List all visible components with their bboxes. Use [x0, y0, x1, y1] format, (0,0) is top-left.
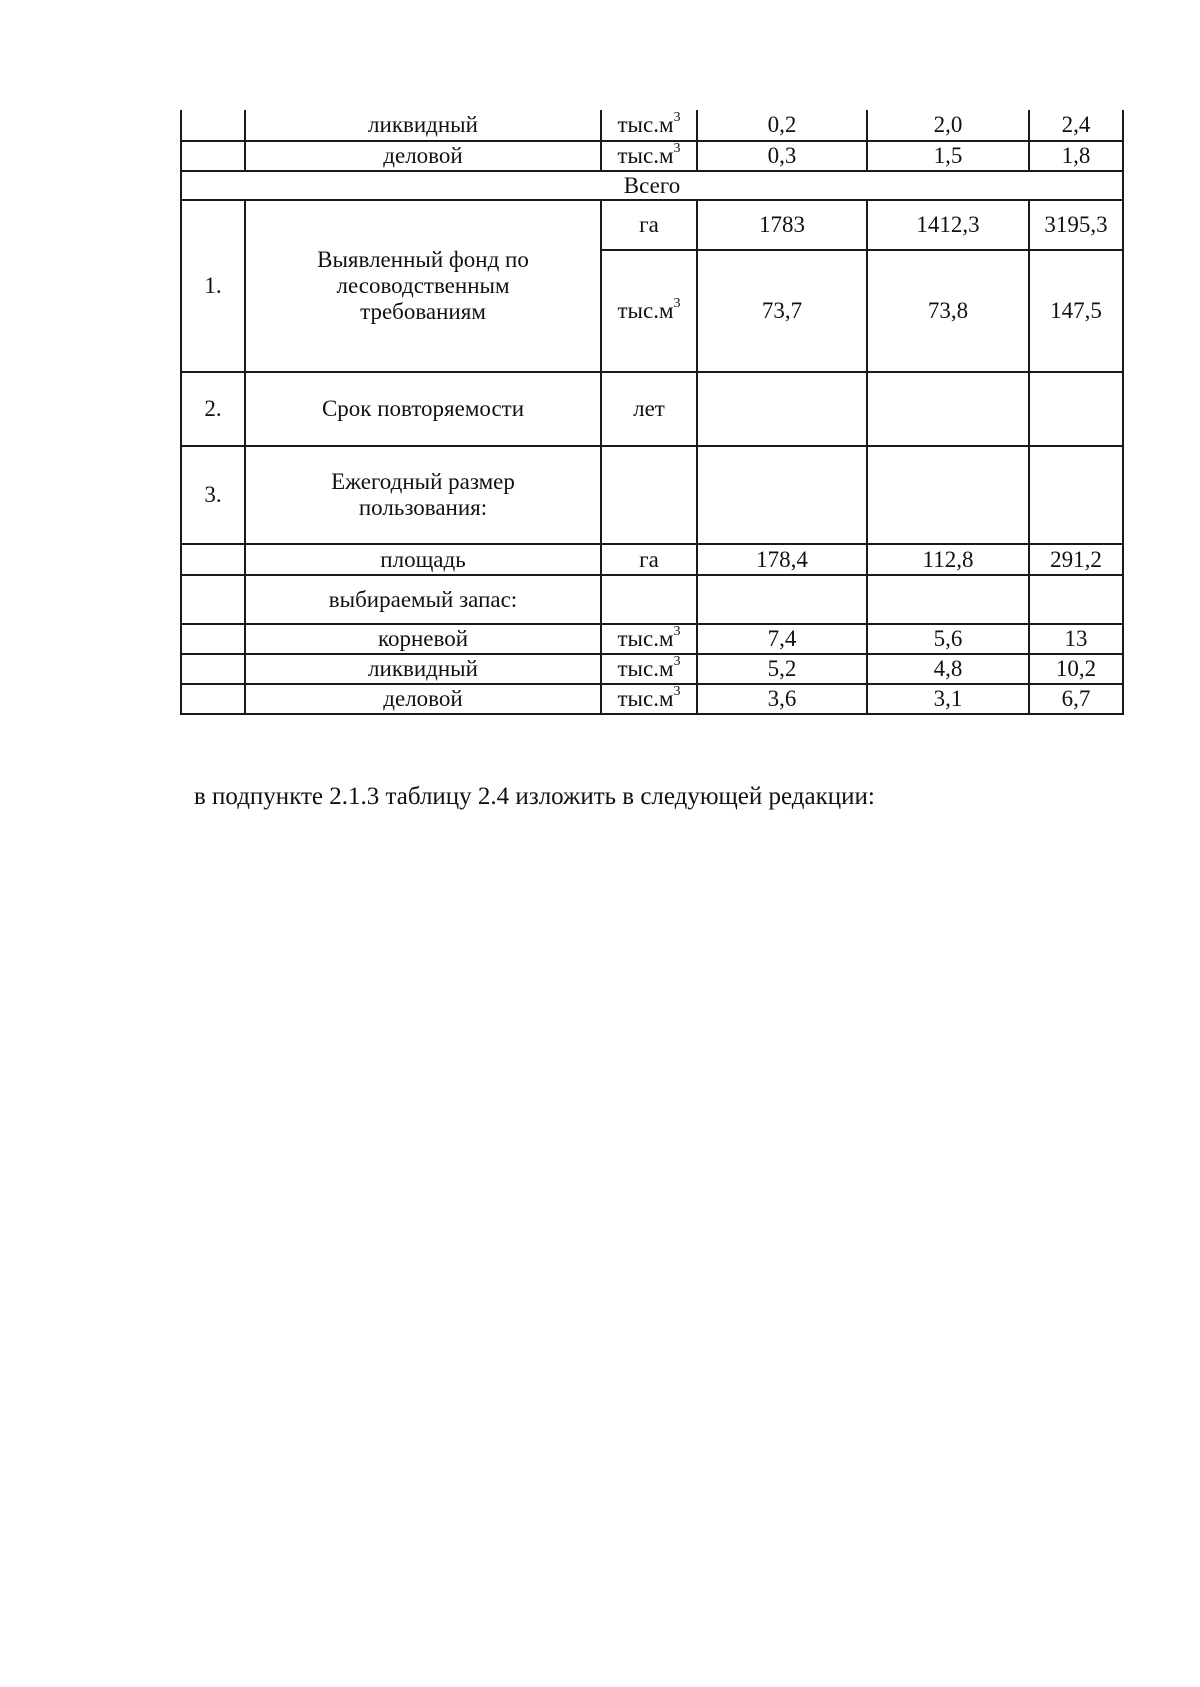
item-number: 1. — [181, 200, 245, 372]
forest-use-table — [180, 110, 1124, 715]
value-cell: 10,2 — [1029, 654, 1123, 684]
value-cell: 147,5 — [1029, 250, 1123, 372]
value-cell: 7,4 — [697, 624, 867, 654]
value-cell: 178,4 — [697, 544, 867, 575]
row-name-cell: площадь — [245, 544, 601, 575]
row-name-cell: корневой — [245, 624, 601, 654]
row-number-cell — [181, 575, 245, 624]
table-row — [181, 544, 1123, 575]
value-cell: 1,8 — [1029, 141, 1123, 171]
row-number-cell — [181, 684, 245, 714]
unit-cell: $тыс.м^3$ — [601, 250, 697, 372]
table-row — [181, 575, 1123, 624]
row-number-cell — [181, 624, 245, 654]
value-cell — [867, 575, 1029, 624]
item-number: 2. — [181, 372, 245, 446]
row-number-cell — [181, 141, 245, 171]
unit-cell — [601, 575, 697, 624]
value-cell: 1783 — [697, 200, 867, 250]
value-cell — [867, 372, 1029, 446]
unit-cell — [601, 446, 697, 544]
table-row — [181, 141, 1123, 171]
value-cell: 73,7 — [697, 250, 867, 372]
value-cell — [867, 446, 1029, 544]
table-row — [181, 446, 1123, 544]
value-cell: 3,1 — [867, 684, 1029, 714]
value-cell — [697, 446, 867, 544]
value-cell: 1,5 — [867, 141, 1029, 171]
value-cell: 3195,3 — [1029, 200, 1123, 250]
unit-cell: га — [601, 544, 697, 575]
value-cell: 13 — [1029, 624, 1123, 654]
value-cell: 3,6 — [697, 684, 867, 714]
value-cell — [1029, 446, 1123, 544]
value-cell: 291,2 — [1029, 544, 1123, 575]
value-cell — [1029, 575, 1123, 624]
value-cell: 6,7 — [1029, 684, 1123, 714]
row-number-cell — [181, 544, 245, 575]
value-cell: 1412,3 — [867, 200, 1029, 250]
total-header-row — [181, 171, 1123, 200]
value-cell: 4,8 — [867, 654, 1029, 684]
unit-cell: лет — [601, 372, 697, 446]
value-cell — [697, 372, 867, 446]
item-name: Ежегодный размер пользования: — [245, 446, 601, 544]
unit-cell: $тыс.м^3$ — [601, 624, 697, 654]
item-name: Срок повторяемости — [245, 372, 601, 446]
table-row — [181, 110, 1123, 141]
value-cell: 0,3 — [697, 141, 867, 171]
value-cell: 2,0 — [867, 110, 1029, 141]
table-row — [181, 684, 1123, 714]
row-name-cell: деловой — [245, 684, 601, 714]
table-row — [181, 654, 1123, 684]
item-name: Выявленный фонд по лесоводственным требованиям — [245, 200, 601, 372]
row-number-cell — [181, 654, 245, 684]
row-name-cell: ликвидный — [245, 110, 601, 141]
value-cell — [1029, 372, 1123, 446]
table-row — [181, 624, 1123, 654]
item-number: 3. — [181, 446, 245, 544]
unit-cell: $тыс.м^3$ — [601, 654, 697, 684]
table-row — [181, 372, 1123, 446]
unit-cell: $тыс.м^3$ — [601, 110, 697, 141]
value-cell — [697, 575, 867, 624]
row-name-cell: деловой — [245, 141, 601, 171]
row-number-cell — [181, 110, 245, 141]
row-name-cell: ликвидный — [245, 654, 601, 684]
value-cell: 5,6 — [867, 624, 1029, 654]
value-cell: 5,2 — [697, 654, 867, 684]
unit-cell: $тыс.м^3$ — [601, 141, 697, 171]
amendment-paragraph: в подпункте 2.1.3 таблицу 2.4 изложить в следующей редакции: — [194, 783, 875, 810]
total-header: Всего — [181, 171, 1123, 200]
row-name-cell: выбираемый запас: — [245, 575, 601, 624]
table-row — [181, 200, 1123, 250]
unit-cell: $тыс.м^3$ — [601, 684, 697, 714]
value-cell: 73,8 — [867, 250, 1029, 372]
value-cell: 0,2 — [697, 110, 867, 141]
value-cell: 112,8 — [867, 544, 1029, 575]
unit-cell: га — [601, 200, 697, 250]
value-cell: 2,4 — [1029, 110, 1123, 141]
